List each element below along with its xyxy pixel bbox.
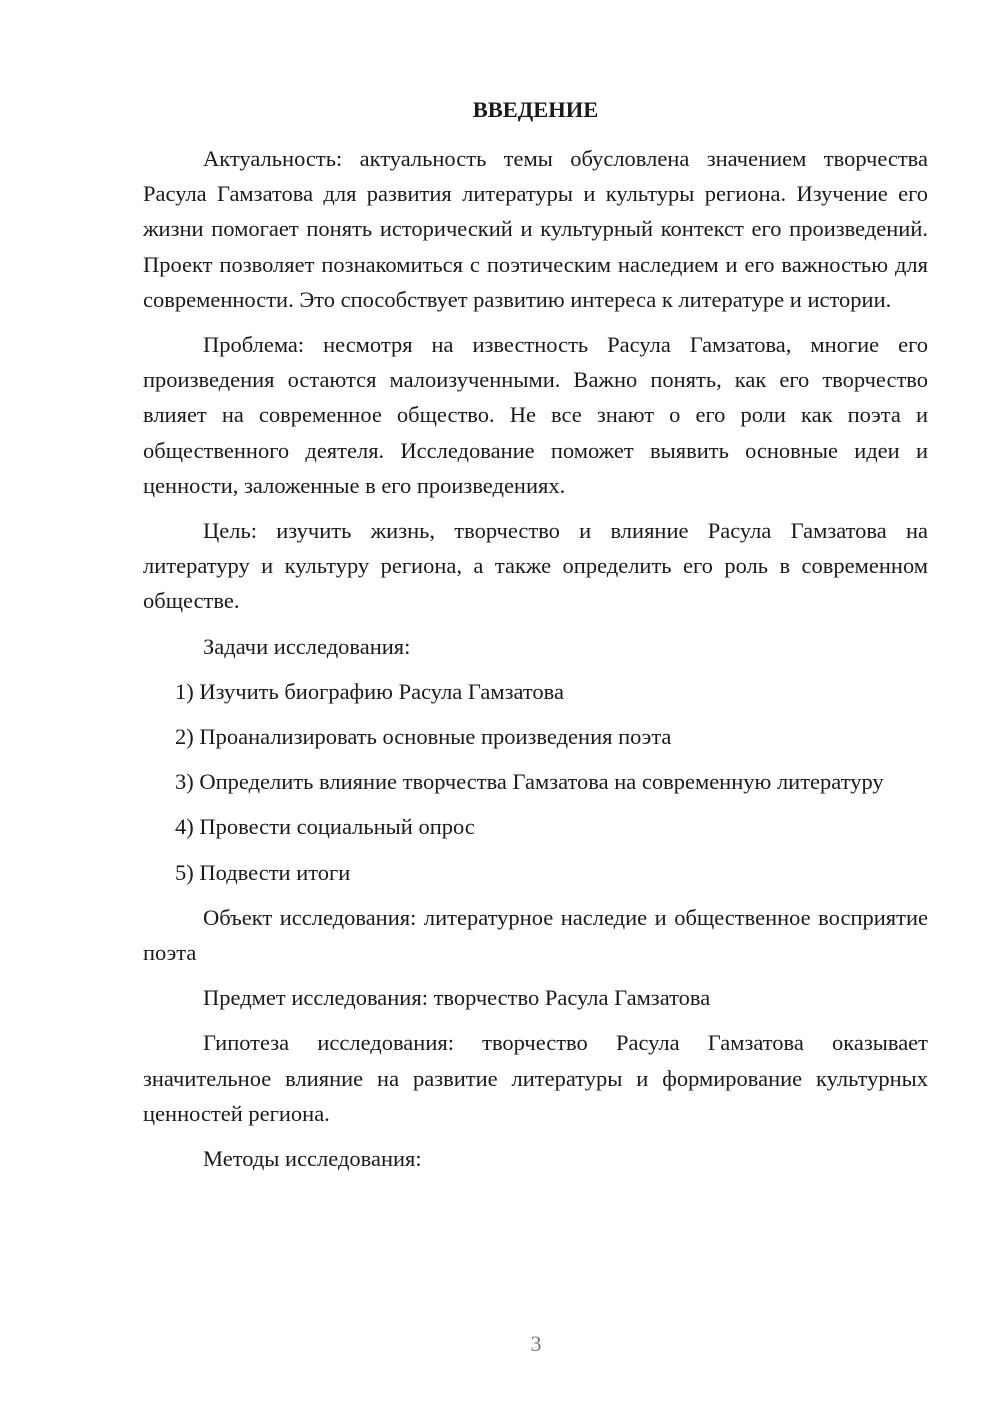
document-page — [143, 92, 928, 1186]
task-item-5: 5) Подвести итоги — [175, 859, 351, 885]
task-item-3: 3) Определить влияние творчества Гамзатова на современную литературу — [175, 769, 884, 795]
section-title: ВВЕДЕНИЕ — [472, 97, 599, 122]
page-number: 3 — [530, 1331, 542, 1356]
paragraph-methods: Методы исследования: — [203, 1146, 422, 1172]
paragraph-tasks-heading: Задачи исследования: — [203, 633, 411, 659]
paragraph-object: Объект исследования: литературное наследие и общественное восприятие поэта — [143, 904, 928, 966]
paragraph-relevance: Актуальность: актуальность темы обусловлена значением творчества Расула Гамзатова для развития литературы и культуры региона. Изучение его жизни помогает понять исторический и культурный контекст его произведений. Проект позволяет познакомиться с поэтическим наследием и его важностью для современности. Это способствует развитию интереса к литературе и истории. — [143, 146, 928, 312]
paragraph-goal: Цель: изучить жизнь, творчество и влияние Расула Гамзатова на литературу и культуру региона, а также определить его роль в современном обществе. — [143, 518, 928, 614]
task-item-1: 1) Изучить биографию Расула Гамзатова — [175, 678, 564, 704]
paragraph-problem: Проблема: несмотря на известность Расула Гамзатова, многие его произведения остаются малоизученными. Важно понять, как его творчество влияет на современное общество. Не все знают о его роли как поэта и общественного деятеля. Исследование поможет выявить основные идеи и ценности, заложенные в его произведениях. — [143, 332, 928, 498]
task-item-4: 4) Провести социальный опрос — [175, 814, 475, 840]
paragraph-hypothesis: Гипотеза исследования: творчество Расула Гамзатова оказывает значительное влияние на развитие литературы и формирование культурных ценностей региона. — [143, 1030, 928, 1126]
paragraph-subject: Предмет исследования: творчество Расула Гамзатова — [203, 985, 711, 1011]
task-item-2: 2) Проанализировать основные произведения поэта — [175, 724, 672, 750]
